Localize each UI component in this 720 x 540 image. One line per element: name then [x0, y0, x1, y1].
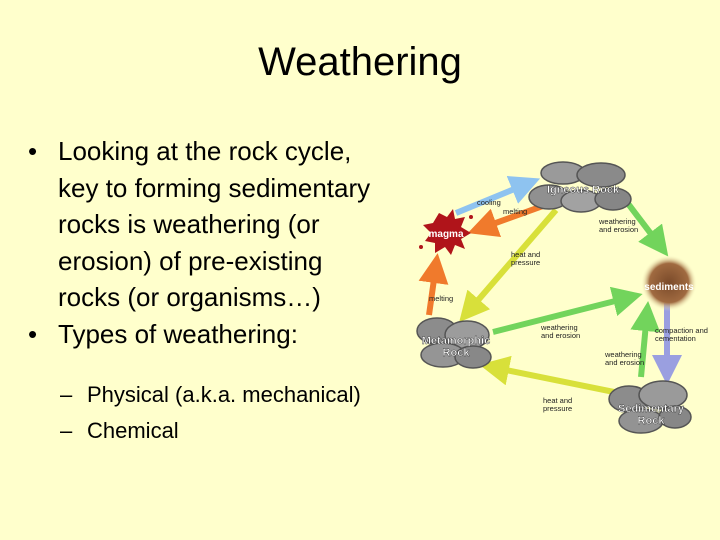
weathering-arrow-low [641, 313, 647, 377]
sub-bullet-item [60, 377, 361, 413]
bullet-line: rocks (or organisms…) [58, 282, 321, 312]
sub-bullet-text: Chemical [87, 418, 179, 443]
label-heat-pressure-bottom-2: pressure [543, 404, 573, 413]
bullet-line: erosion) of pre-existing [58, 245, 323, 276]
rock-cycle-svg [401, 155, 720, 439]
label-weathering-low-2: and erosion [605, 358, 645, 367]
metamorphic-label-1: Metamorphic [421, 335, 491, 347]
bullet-item [28, 133, 448, 316]
label-compaction-2: cementation [655, 334, 696, 343]
bullet-list [28, 133, 448, 352]
label-weathering-tr-1: weathering [599, 217, 636, 226]
bullet-glyph: • [28, 136, 38, 166]
sub-bullet-glyph: – [60, 418, 73, 443]
bullet-line: Types of weathering: [58, 318, 298, 349]
label-weathering-tr-2: and erosion [599, 225, 639, 234]
sub-bullet-glyph: – [60, 382, 73, 407]
label-heat-pressure-center-1: heat and [511, 250, 541, 259]
label-weathering-low-1: weathering [605, 350, 642, 359]
bullet-line: Looking at the rock cycle, [58, 136, 352, 166]
label-weathering-mid-2: and erosion [541, 331, 581, 340]
sub-bullet-text: Physical (a.k.a. mechanical) [87, 382, 361, 407]
sediments-node [641, 255, 697, 311]
bullet-line: rocks is weathering (or [58, 209, 320, 239]
bullet-item [28, 316, 448, 353]
igneous-rock-label: Igneous Rock [546, 184, 620, 196]
sedimentary-label-1: Sedimentary [617, 403, 685, 415]
igneous-rock-node [529, 162, 631, 212]
label-compaction-1: compaction and [655, 326, 708, 335]
label-melting-left: melting [429, 294, 454, 303]
slide-title: Weathering [258, 40, 462, 84]
heat-pressure-arrow-bottom [491, 367, 619, 393]
rock-cycle-diagram [401, 155, 720, 439]
label-cooling: cooling [477, 198, 501, 207]
magma-label: magma [428, 229, 464, 240]
bullet-glyph: • [28, 318, 38, 349]
sediments-label: sediments [644, 282, 694, 293]
label-heat-pressure-center-2: pressure [511, 258, 541, 267]
label-heat-pressure-bottom-1: heat and [543, 396, 573, 405]
sub-bullet-list [60, 377, 361, 449]
sub-bullet-item [60, 413, 361, 449]
sedimentary-label-2: Rock [637, 415, 665, 427]
magma-node [419, 209, 473, 255]
label-melting-top: melting [503, 207, 528, 216]
metamorphic-label-2: Rock [442, 347, 470, 359]
label-weathering-mid-1: weathering [541, 323, 578, 332]
metamorphic-rock-node [417, 318, 491, 368]
bullet-line: key to forming sedimentary [58, 172, 371, 203]
sedimentary-rock-node [609, 381, 691, 433]
melting-arrow-left [429, 265, 436, 315]
